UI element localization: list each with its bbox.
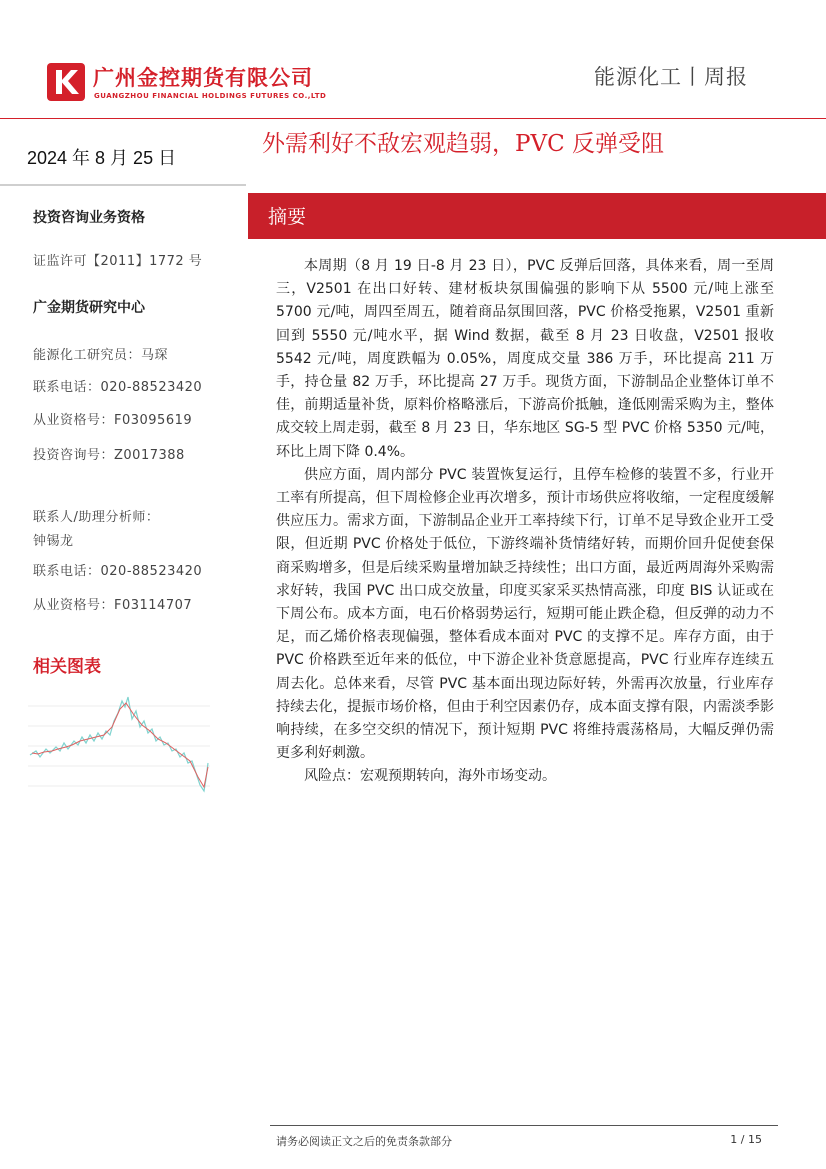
- footer-divider: [270, 1125, 778, 1126]
- disclaimer-note: 请务必阅读正文之后的免责条款部分: [276, 1135, 452, 1148]
- report-category: 能源化工丨周报: [594, 65, 748, 89]
- qualification-heading: 投资咨询业务资格: [33, 210, 145, 226]
- header-divider: [0, 118, 826, 119]
- cert-number-2: 从业资格号：F03114707: [33, 598, 193, 613]
- assistant-label: 联系人/助理分析师：: [33, 510, 160, 525]
- abstract-body: [276, 255, 774, 789]
- researcher: 能源化工研究员：马琛: [33, 348, 169, 363]
- assistant-name: 钟锡龙: [33, 534, 74, 549]
- company-name-cn: 广州金控期货有限公司: [93, 66, 313, 90]
- company-name-en: GUANGZHOU FINANCIAL HOLDINGS FUTURES CO.,LTD: [94, 92, 327, 100]
- k-logo-icon: [47, 63, 85, 101]
- sidebar: [0, 125, 246, 1025]
- page-number: 1 / 15: [730, 1133, 762, 1146]
- related-charts-heading: 相关图表: [33, 657, 101, 677]
- report-date: 2024 年 8 月 25 日: [27, 148, 177, 168]
- paragraph-summary: 本周期（8 月 19 日-8 月 23 日），PVC 反弹后回落，具体来看，周一至周三，V2501 在出口好转、建材板块氛围偏强的影响下从 5500 元/吨上涨至 5700 元/吨，周四至周五，随着商品氛围回落，PVC 价格受拖累，V2501 重新回到 5550 元/吨水平，据 Wind 数据，截至 8 月 23 日收盘，V2501 报收 5542 元/吨，周度跌幅为 0.05%，周度成交量 386 万手，环比提高 211 万手，持仓量 82 万手，环比提高 27 万手。现货方面，下游制品企业整体订单不佳，前期适量补货，原料价格略涨后，下游高价抵触，逢低刚需采购为主，整体成交较上周走弱，截至 8 月 23 日，华东地区 SG-5 型 PVC 价格 5350 元/吨，环比上周下降 0.4%。: [276, 258, 774, 460]
- abstract-bar: [248, 193, 826, 239]
- phone-2: 联系电话：020-88523420: [33, 564, 203, 579]
- paragraph-risk: 风险点：宏观预期转向，海外市场变动。: [304, 768, 556, 785]
- chart-thumbnail: [28, 691, 210, 803]
- sidebar-divider: [0, 184, 246, 186]
- cert-number-1: 从业资格号：F03095619: [33, 413, 193, 428]
- research-center: 广金期货研究中心: [33, 300, 145, 316]
- abstract-label: 摘要: [268, 206, 307, 228]
- consult-number: 投资咨询号：Z0017388: [33, 448, 185, 463]
- phone-1: 联系电话：020-88523420: [33, 380, 203, 395]
- paragraph-analysis: 供应方面，周内部分 PVC 装置恢复运行，且停车检修的装置不多，行业开工率有所提高，但下周检修企业再次增多，预计市场供应将收缩，一定程度缓解供应压力。需求方面，下游制品企业开工率持续下行，订单不足导致企业开工受限，但近期 PVC 价格处于低位，下游终端补货情绪好转，而期价回升促使套保商采购增多，但是后续采购量增加缺乏持续性；出口方面，最近两周海外采购需求好转，我国 PVC 出口成交放量，印度买家采买热情高涨，印度 BIS 认证或在下周公布。成本方面，电石价格弱势运行，短期可能止跌企稳，但反弹的动力不足，而乙烯价格表现偏强，整体看成本面对 PVC 的支撑不足。库存方面，由于 PVC 价格跌至近年来的低位，中下游企业补货意愿提高，PVC 行业库存连续五周去化。总体来看，尽管 PVC 基本面出现边际好转，外需再次放量，行业库存持续去化，提振市场价格，但由于利空因素仍存，成本面支撑有限，内需淡季影响持续，在多空交织的情况下，预计短期 PVC 将维持震荡格局，大幅反弹仍需更多利好刺激。: [276, 466, 774, 762]
- page-header: [0, 0, 826, 125]
- report-title: 外需利好不敌宏观趋弱，PVC 反弹受阻: [262, 131, 664, 157]
- license-number: 证监许可【2011】1772 号: [33, 254, 203, 269]
